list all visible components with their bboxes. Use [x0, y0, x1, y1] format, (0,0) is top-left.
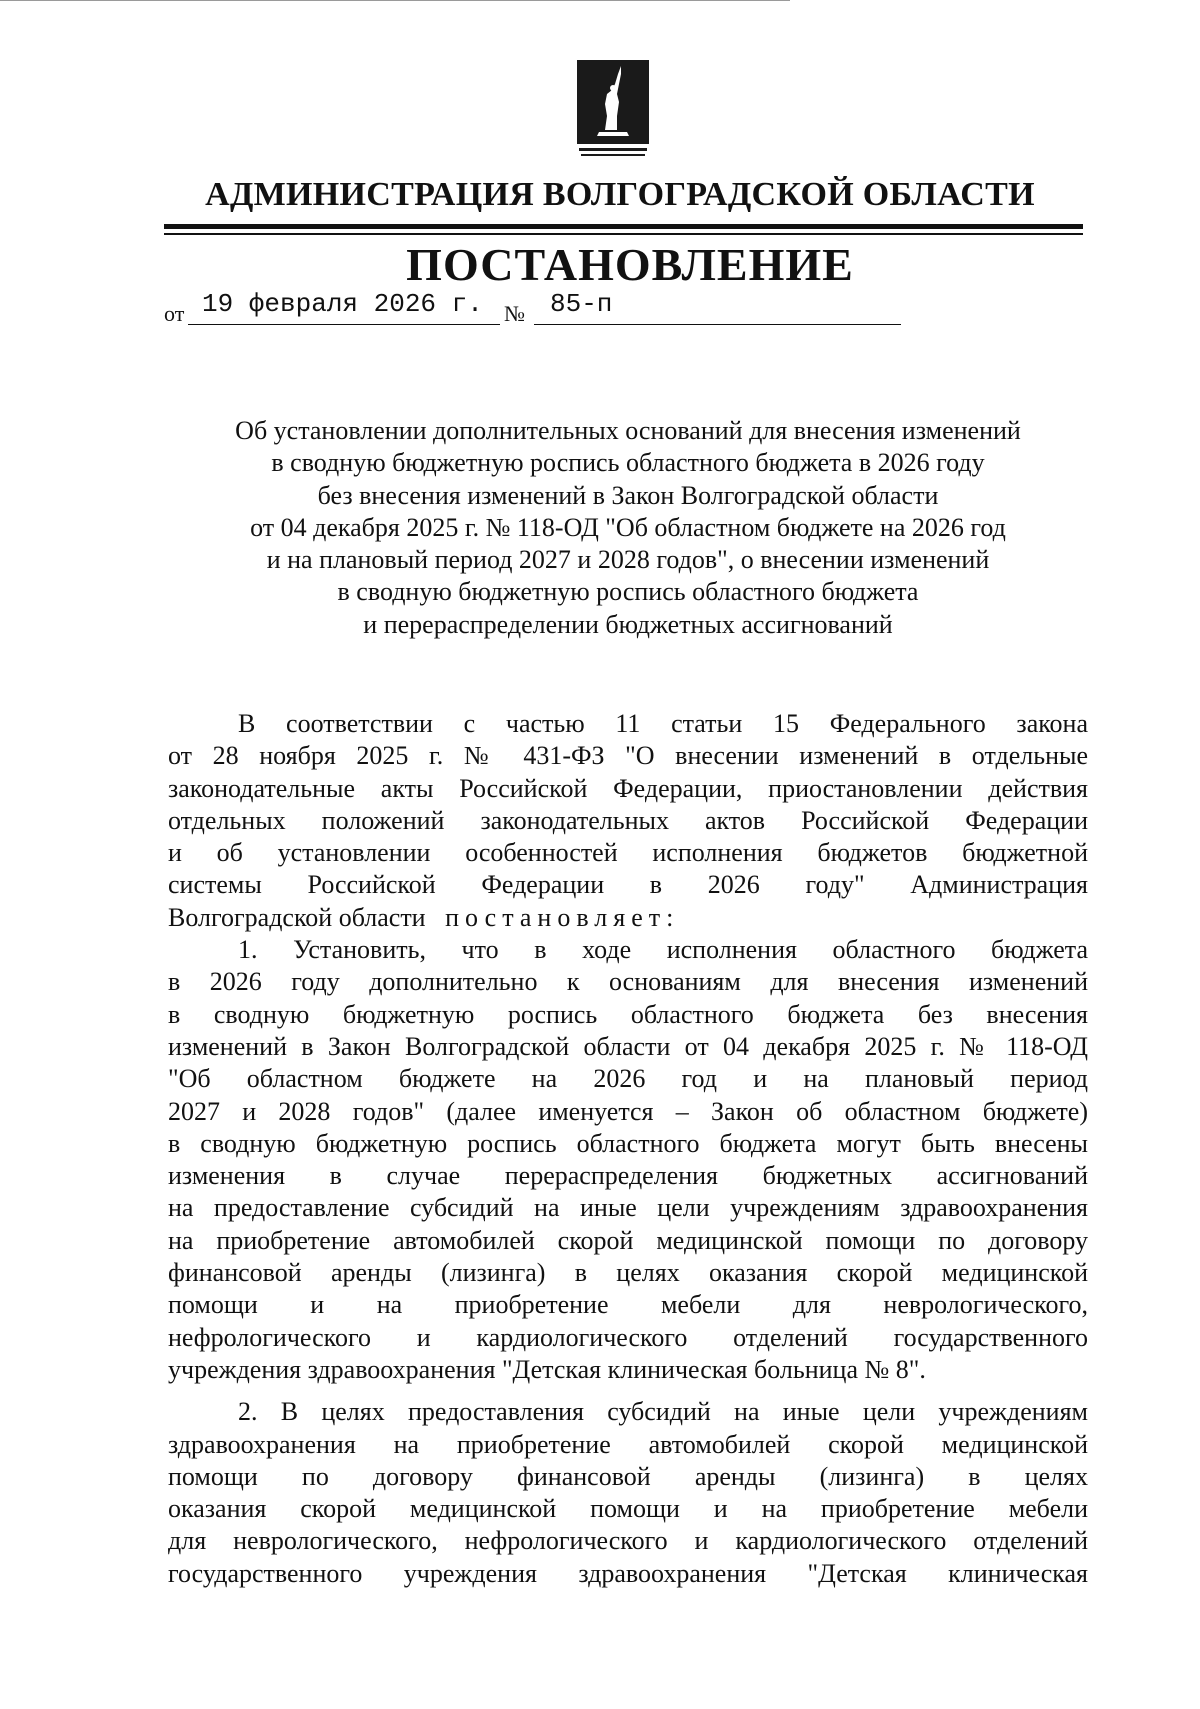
body-line: В соответствии с частью 11 статьи 15 Федерального закона — [238, 709, 1088, 738]
title-line: и на плановый период 2027 и 2028 годов", о внесении изменений — [266, 545, 990, 575]
body-line: на предоставление субсидий на иные цели учреждениям здравоохранения — [168, 1193, 1088, 1223]
body-line: "Об областном бюджете на 2026 год и на плановый период — [168, 1064, 1088, 1094]
title-line: и перераспределении бюджетных ассигнований — [363, 609, 893, 639]
title-line: Об установлении дополнительных оснований для внесения изменений — [235, 416, 1021, 445]
body-line: отдельных положений законодательных актов Российской Федерации — [168, 805, 1088, 835]
body-line: помощи и на приобретение мебели для неврологического, — [168, 1290, 1088, 1320]
title-line: в сводную бюджетную роспись областного бюджета — [337, 577, 919, 607]
title-line: без внесения изменений в Закон Волгоградской области — [317, 480, 939, 510]
body-line: от 28 ноября 2025 г. № 431-ФЗ "О внесении изменений в отдельные — [168, 741, 1088, 771]
body-line: 2. В целях предоставления субсидий на иные цели учреждениям — [238, 1397, 1088, 1427]
body-line: здравоохранения на приобретение автомобилей скорой медицинской — [168, 1429, 1088, 1459]
body-line: Волгоградской области — [168, 902, 426, 932]
document-title — [164, 415, 1092, 641]
date-value: 19 февраля 2026 г. — [202, 289, 483, 319]
body-line: в 2026 году дополнительно к основаниям для внесения изменений — [168, 967, 1088, 997]
body-line: системы Российской Федерации в 2026 году" Администрация — [168, 870, 1088, 900]
date-underline — [188, 324, 500, 325]
body-line: изменения в случае перераспределения бюджетных ассигнований — [168, 1161, 1088, 1191]
number-underline — [534, 324, 901, 325]
document-requisites — [164, 286, 764, 326]
number-value: 85-п — [550, 289, 613, 319]
body-line: и об установлении особенностей исполнения бюджетов бюджетной — [168, 838, 1088, 868]
body-line: в сводную бюджетную роспись областного бюджета могут быть внесены — [168, 1128, 1088, 1158]
document-body — [168, 708, 1088, 1590]
title-line: в сводную бюджетную роспись областного бюджета в 2026 году — [271, 448, 985, 478]
body-line: помощи по договору финансовой аренды (лизинга) в целях — [168, 1461, 1088, 1491]
body-line: оказания скорой медицинской помощи и на приобретение мебели — [168, 1494, 1088, 1524]
body-line: изменений в Закон Волгоградской области от 04 декабря 2025 г. № 118-ОД — [168, 1031, 1088, 1061]
body-line: в сводную бюджетную роспись областного бюджета без внесения — [168, 999, 1088, 1029]
date-label: от — [164, 301, 185, 326]
top-scan-line — [0, 0, 790, 1]
document-type: ПОСТАНОВЛЕНИЕ — [406, 239, 854, 290]
header-rule-thin — [164, 233, 1083, 235]
header-rule-thick — [164, 224, 1083, 229]
body-line: учреждения здравоохранения "Детская клиническая больница № 8". — [168, 1354, 926, 1384]
body-line-decree — [168, 902, 1088, 934]
coat-of-arms-icon — [577, 60, 649, 156]
decree-word: постановляет: — [445, 902, 680, 932]
body-line: государственного учреждения здравоохранения "Детская клиническая — [168, 1558, 1088, 1588]
body-line: для неврологического, нефрологического и кардиологического отделений — [168, 1526, 1088, 1556]
title-line: от 04 декабря 2025 г. № 118-ОД "Об областном бюджете на 2026 год — [250, 512, 1006, 542]
body-line: на приобретение автомобилей скорой медицинской помощи по договору — [168, 1225, 1088, 1255]
body-line: 1. Установить, что в ходе исполнения областного бюджета — [238, 935, 1088, 965]
organization-name: АДМИНИСТРАЦИЯ ВОЛГОГРАДСКОЙ ОБЛАСТИ — [205, 176, 1035, 213]
body-line: 2027 и 2028 годов" (далее именуется – Закон об областном бюджете) — [168, 1096, 1088, 1126]
number-label: № — [504, 301, 525, 326]
body-line: финансовой аренды (лизинга) в целях оказания скорой медицинской — [168, 1258, 1088, 1288]
body-line: нефрологического и кардиологического отделений государственного — [168, 1322, 1088, 1352]
body-line: законодательные акты Российской Федерации, приостановлении действия — [168, 773, 1088, 803]
